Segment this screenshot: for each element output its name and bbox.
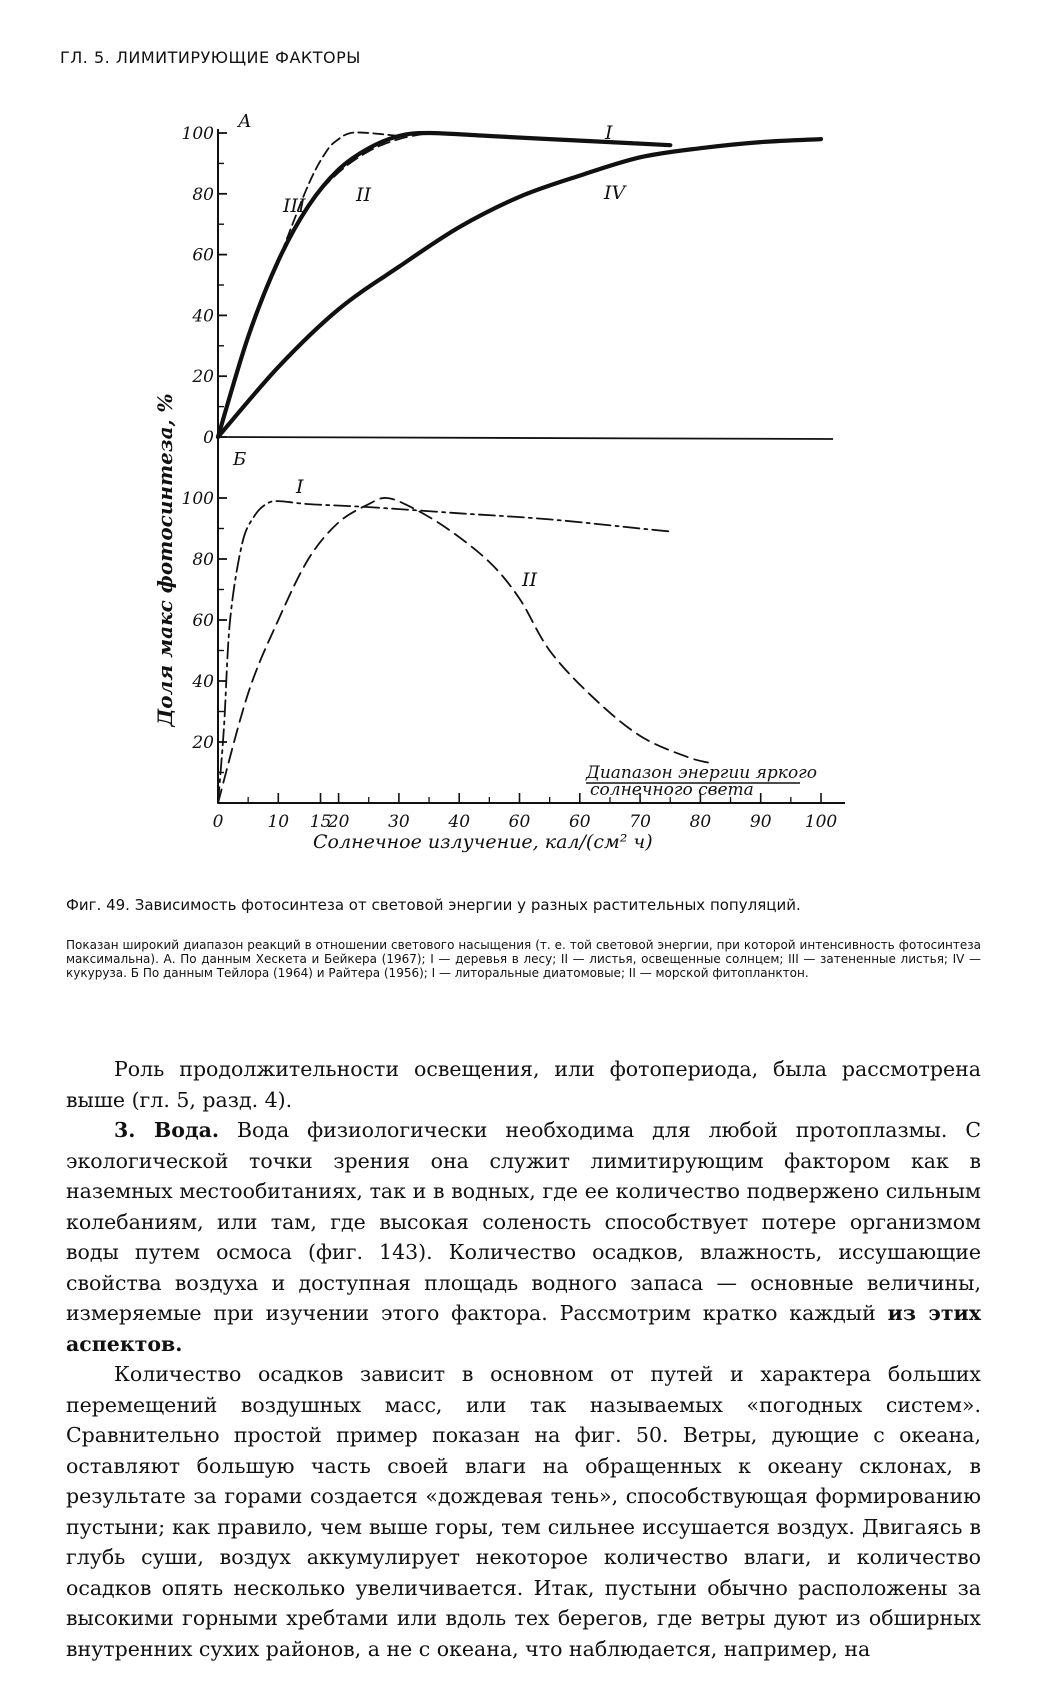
x-axis-label: Солнечное излучение, кал/(см² ч) xyxy=(313,831,653,853)
curve-label-a-ii: II xyxy=(356,184,372,206)
x-tick-label: 90 xyxy=(749,812,772,832)
curve-label-b-ii: II xyxy=(522,569,538,591)
y-tick-label: 20 xyxy=(192,733,214,753)
y-tick-label: 100 xyxy=(181,489,214,509)
curve-label-a-iv: IV xyxy=(604,182,626,204)
panel-a-letter: А xyxy=(238,111,252,132)
x-tick-label: 30 xyxy=(388,812,410,832)
x-tick-label: 20 xyxy=(327,812,350,832)
paragraph-water-text: Вода физиологически необходима для любой протоплазмы. С экологической точки зрения она служит лимитирующим фактором как в наземных местообитаниях, так и в водных, где ее количество подвержено сильным колебаниям, или там, где высокая соленость способствует потере организмом воды путем осмоса (фиг. 143). Количество осадков, влажность, иссушающие свойства воздуха и доступная площадь водного запаса — основные величины, измеряемые при изучении этого фактора. Рассмотрим кратко каждый xyxy=(66,1118,981,1325)
section-heading-water: 3. Вода. xyxy=(114,1118,220,1142)
panel-a-series-i-line xyxy=(218,133,670,437)
x-tick-label: 80 xyxy=(689,812,712,832)
x-tick-label: 40 xyxy=(448,812,471,832)
x-tick-label: 70 xyxy=(629,812,651,832)
x-tick-label: 60 xyxy=(508,812,531,832)
curve-label-a-iii: III xyxy=(283,195,306,217)
panel-b-series-ii-line xyxy=(218,498,713,803)
y-tick-label: 0 xyxy=(203,428,214,448)
y-tick-label: 60 xyxy=(192,245,214,266)
y-axis-label: Доля макс фотосинтеза, % xyxy=(153,393,177,727)
figure-caption-note: Показан широкий диапазон реакций в отношении светового насыщения (т. е. той световой энергии, при которой интенсивность фотосинтеза максимальна). А. По данным Хескета и Бейкера (1967); I — деревья в лесу; II — листья, освещенные солнцем; III — затененные листья; IV — кукуруза. Б По данным Тейлора (1964) и Райтера (1956); I — литоральные диатомовые; II — морской фитопланктон. xyxy=(66,938,981,980)
panel-a-baseline xyxy=(218,437,833,439)
chart-labels xyxy=(153,111,837,853)
paragraph-water xyxy=(66,1115,981,1359)
chart-axes xyxy=(218,129,845,803)
panel-a-series xyxy=(218,132,821,437)
panel-b-series-i-line xyxy=(218,501,670,803)
paragraph-water-tail: из этих аспектов. xyxy=(66,1301,981,1356)
bright-range-label-1: Диапазон энергии яркого xyxy=(586,763,818,783)
bright-range-label-2: солнечного света xyxy=(590,780,754,800)
y-tick-label: 60 xyxy=(192,611,214,631)
x-tick-label: 60 xyxy=(568,812,591,832)
paragraph-photoperiod: Роль продолжительности освещения, или фотопериода, была рассмотрена выше (гл. 5, разд. 4). xyxy=(66,1057,981,1112)
y-tick-label: 100 xyxy=(181,124,214,144)
figure-caption-title: Фиг. 49. Зависимость фотосинтеза от световой энергии у разных растительных популяций. xyxy=(66,896,801,914)
body-text xyxy=(66,1054,981,1664)
y-tick-label: 80 xyxy=(192,184,214,205)
panel-b-letter: Б xyxy=(233,449,247,470)
y-tick-label: 20 xyxy=(192,367,214,388)
x-tick-label: 10 xyxy=(267,812,290,832)
panel-b-series xyxy=(218,498,713,803)
y-tick-label: 40 xyxy=(192,306,214,327)
running-head: ГЛ. 5. ЛИМИТИРУЮЩИЕ ФАКТОРЫ xyxy=(60,48,361,67)
panel-a-series-iv-line xyxy=(218,139,821,437)
y-tick-label: 80 xyxy=(192,550,214,570)
x-tick-label: 15 xyxy=(309,812,332,832)
x-tick-label: 0 xyxy=(212,812,224,832)
x-tick-label: 100 xyxy=(804,812,838,832)
y-tick-label: 40 xyxy=(192,672,214,692)
panel-a-series-ii-line xyxy=(218,133,429,437)
paragraph-precipitation: Количество осадков зависит в основном от путей и характера больших перемещений воздушных масс, или так называемых «погодных систем». Сравнительно простой пример показан на фиг. 50. Ветры, дующие с океана, оставляют большую часть своей влаги на обращенных к океану склонах, в результате за горами создается «дождевая тень», способствующая формированию пустыни; как правило, чем выше горы, тем сильнее иссушается воздух. Двигаясь в глубь суши, воздух аккумулирует некоторое количество влаги, и количество осадков опять несколько увеличивается. Итак, пустыни обычно расположены за высокими горными хребтами или вдоль тех берегов, где ветры дуют из обширных внутренних сухих районов, а не с океана, что наблюдается, например, на xyxy=(66,1362,981,1661)
curve-label-b-i: I xyxy=(296,476,304,498)
curve-label-a-i: I xyxy=(605,122,613,144)
